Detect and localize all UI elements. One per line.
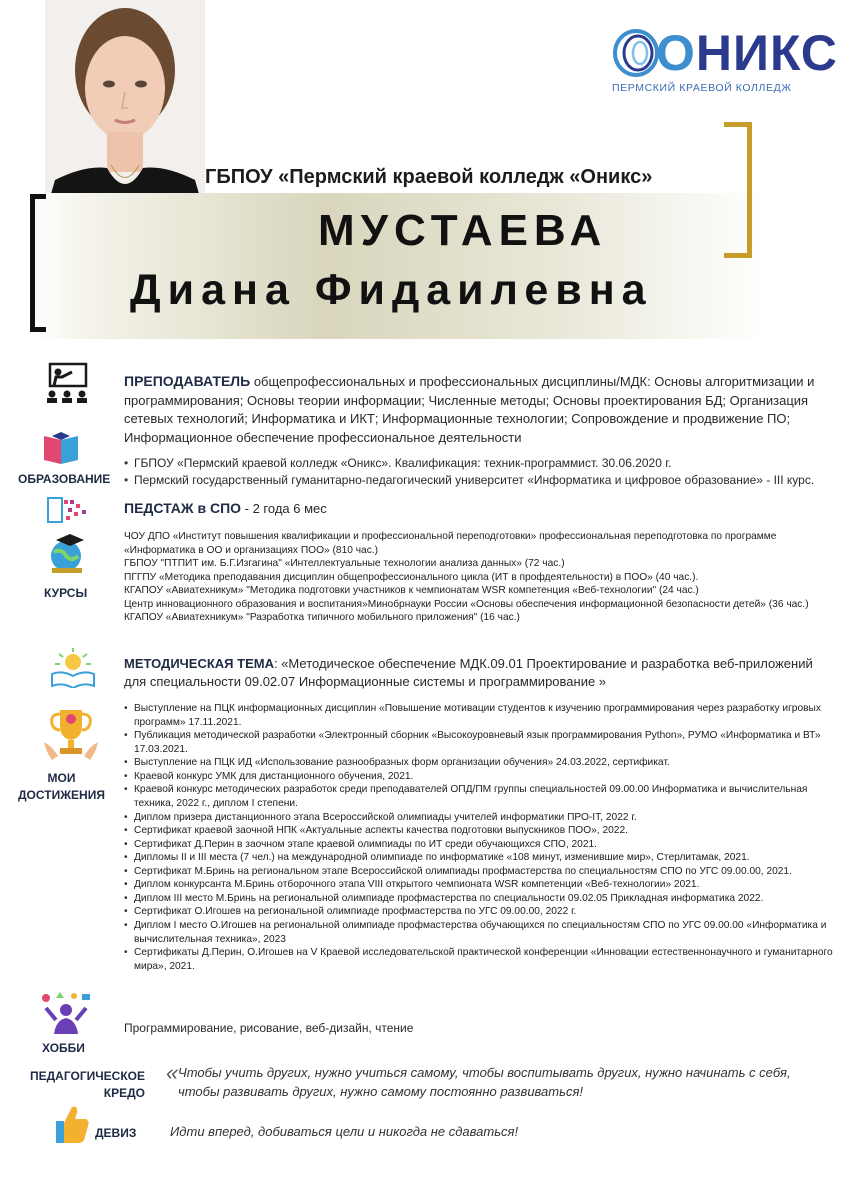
courses-section (124, 530, 836, 625)
teacher-given-name: Диана Фидаилевна (130, 266, 653, 314)
experience-section (124, 499, 724, 519)
teacher-section (124, 372, 824, 447)
courses-label: КУРСЫ (44, 586, 88, 600)
education-section (124, 455, 834, 490)
achievement-item: • Диплом конкурсанта М.Бринь отборочного этапа VIII открытого чемпионата WSR компетенции «Веб-технологии» 2021. (124, 878, 836, 892)
logo-subtitle: ПЕРМСКИЙ КРАЕВОЙ КОЛЛЕДЖ (612, 82, 792, 94)
achievements-label (18, 770, 105, 804)
education-item: • Пермский государственный гуманитарно-педагогический университет «Информатика и цифровое образование» - III курс. (124, 472, 834, 489)
graduation-globe-icon (44, 530, 90, 576)
thumbs-up-icon (50, 1103, 90, 1145)
achievement-item: • Сертификат О.Игошев на региональной олимпиаде профмастерства по УГС 09.00.00, 2022 г. (124, 905, 836, 919)
credo-label-line2: КРЕДО (103, 1085, 145, 1100)
teacher-surname: МУСТАЕВА (318, 206, 608, 255)
left-bracket-decoration (30, 194, 46, 332)
right-bracket-decoration (724, 122, 752, 258)
college-logo (612, 25, 838, 102)
hobby-text: Программирование, рисование, веб-дизайн, чтение (124, 1021, 414, 1035)
course-item: ГБПОУ "ПТПИТ им. Б.Г.Изгагина" «Интеллектуальные технологии анализа данных» (72 час.) (124, 558, 565, 570)
credo-text: Чтобы учить других, нужно учиться самому, чтобы воспитывать других, нужно начинать с себя, чтобы развивать других, нужно самому постоянно развиваться! (178, 1065, 791, 1099)
college-title: ГБПОУ «Пермский краевой колледж «Оникс» (205, 166, 653, 188)
logo-wordmark: ОНИКС (656, 25, 838, 81)
course-item: КГАПОУ «Авиатехникум» "Методика подготовки участников к чемпионатам WSR компетенция «Веб-технологии" (24 час.) (124, 585, 699, 597)
course-item: Центр инновационного образования и воспитания»Минобрнауки России «Основы обеспечения информационной безопасности детей» (36 час.) (124, 598, 809, 610)
book-pixels-icon (44, 494, 90, 526)
achievement-item: • Сертификаты Д.Перин, О.Игошев на V Краевой исследовательской практической конференции «Инновации естественнонаучного и гуманитарного мира», 2021. (124, 946, 836, 973)
achievement-item: • Диплом I место О.Игошев на региональной олимпиаде профмастерства обучающихся по специальностям СПО по УГС 09.00.00 «Информатика и вычислительная техника», 2023 (124, 919, 836, 946)
achievements-label-line2: ДОСТИЖЕНИЯ (18, 787, 105, 802)
credo-quote-mark: « (166, 1060, 179, 1085)
achievement-item: • Краевой конкурс методических разработок среди преподавателей ОПД/ПМ группы специальностей 09.00.00 Информатика и вычислительная техника, 2022 г., диплом I степени. (124, 783, 836, 810)
course-item: ЧОУ ДПО «Институт повышения квалификации и профессиональной переподготовки» профессиональная переподготовка по программе «Информатика в ОО и организациях ПОО» (810 час.) (124, 531, 777, 556)
achievement-item: • Сертификат М.Бринь на региональном этапе Всероссийской олимпиады профмастерства по специальностям СПО по УГС 09.00.00, 2021. (124, 865, 836, 879)
method-title: МЕТОДИЧЕСКАЯ ТЕМА (124, 656, 274, 671)
method-text: : «Методическое обеспечение МДК.09.01 Проектирование и разработка веб-приложений для специальности 09.02.07 Информационные системы и программирование » (124, 656, 813, 690)
logo-swirl-icon (612, 28, 660, 78)
education-label: ОБРАЗОВАНИЕ (18, 472, 111, 486)
achievement-item: • Краевой конкурс УМК для дистанционного обучения, 2021. (124, 770, 836, 784)
credo-label-line1: ПЕДАГОГИЧЕСКОЕ (30, 1069, 146, 1083)
teacher-board-icon (44, 362, 90, 404)
achievement-item: • Сертификат Д.Перин в заочном этапе краевой олимпиады по ИТ среди обучающихся СПО, 2021. (124, 838, 836, 852)
education-item: • ГБПОУ «Пермский краевой колледж «Оникс». Квалификация: техник-программист. 30.06.2020 г. (124, 455, 834, 472)
course-item: ПГГПУ «Методика преподавания дисциплин общепрофессионального цикла (ИТ в профдеятельности) в ПОО» (40 час.). (124, 571, 699, 583)
motto-label: ДЕВИЗ (95, 1126, 137, 1140)
credo-label (30, 1068, 145, 1102)
experience-title: ПЕДСТАЖ в СПО (124, 500, 242, 516)
achievement-item: • Сертификат краевой заочной НПК «Актуальные аспекты качества подготовки выпускников ПОО», 2022. (124, 824, 836, 838)
experience-value: - 2 года 6 мес (241, 501, 327, 516)
hobby-label: ХОББИ (42, 1041, 85, 1055)
achievement-item: • Диплом III место М.Бринь на региональной олимпиаде профмастерства по специальности 09.02.05 Прикладная информатика 2022. (124, 892, 836, 906)
method-section (124, 655, 824, 692)
portrait-photo (45, 0, 205, 215)
open-book-lightbulb-icon (48, 648, 98, 688)
achievement-item: • Выступление на ПЦК ИД «Использование разнообразных форм организации обучения» 24.03.2022, сертификат. (124, 756, 836, 770)
hobby-person-icon (38, 990, 94, 1036)
achievement-item: • Диплом призера дистанционного этапа Всероссийской олимпиады учителей информатики ПРО-IT, 2022 г. (124, 811, 836, 825)
course-item: КГАПОУ «Авиатехникум» "Разработка типичного мобильного приложения" (16 час.) (124, 612, 520, 624)
achievement-item: • Дипломы II и III места (7 чел.) на международной олимпиаде по информатике «108 минут, изменившие мир», Стерлитамак, 2021. (124, 851, 836, 865)
teacher-disciplines: общепрофессиональных и профессиональных дисциплины/МДК: Основы алгоритмизации и программирования; Основы теории информации; Численные методы; Основы проектирования БД; Организация сетевых технологий; Информатика и ИКТ; Информационные технологии; Сопровождение и продвижение ПО; Информационное обеспечение профессиональное деятельности (124, 374, 815, 445)
achievement-item: • Выступление на ПЦК информационных дисциплин «Повышение мотивации студентов к изучению программирования через разработку игровых программ» 17.11.2021. (124, 702, 836, 729)
achievement-item: • Публикация методической разработки «Электронный сборник «Высокоуровневый язык программирования Python», РУМО «Информатика и ВТ» 17.03.2021. (124, 729, 836, 756)
achievements-label-line1: МОИ (47, 771, 76, 785)
books-icon (40, 432, 82, 466)
motto-text: Идти вперед, добиваться цели и никогда не сдаваться! (170, 1124, 519, 1139)
trophy-icon (42, 702, 100, 762)
achievements-section (124, 702, 836, 973)
teacher-title: ПРЕПОДАВАТЕЛЬ (124, 373, 251, 389)
